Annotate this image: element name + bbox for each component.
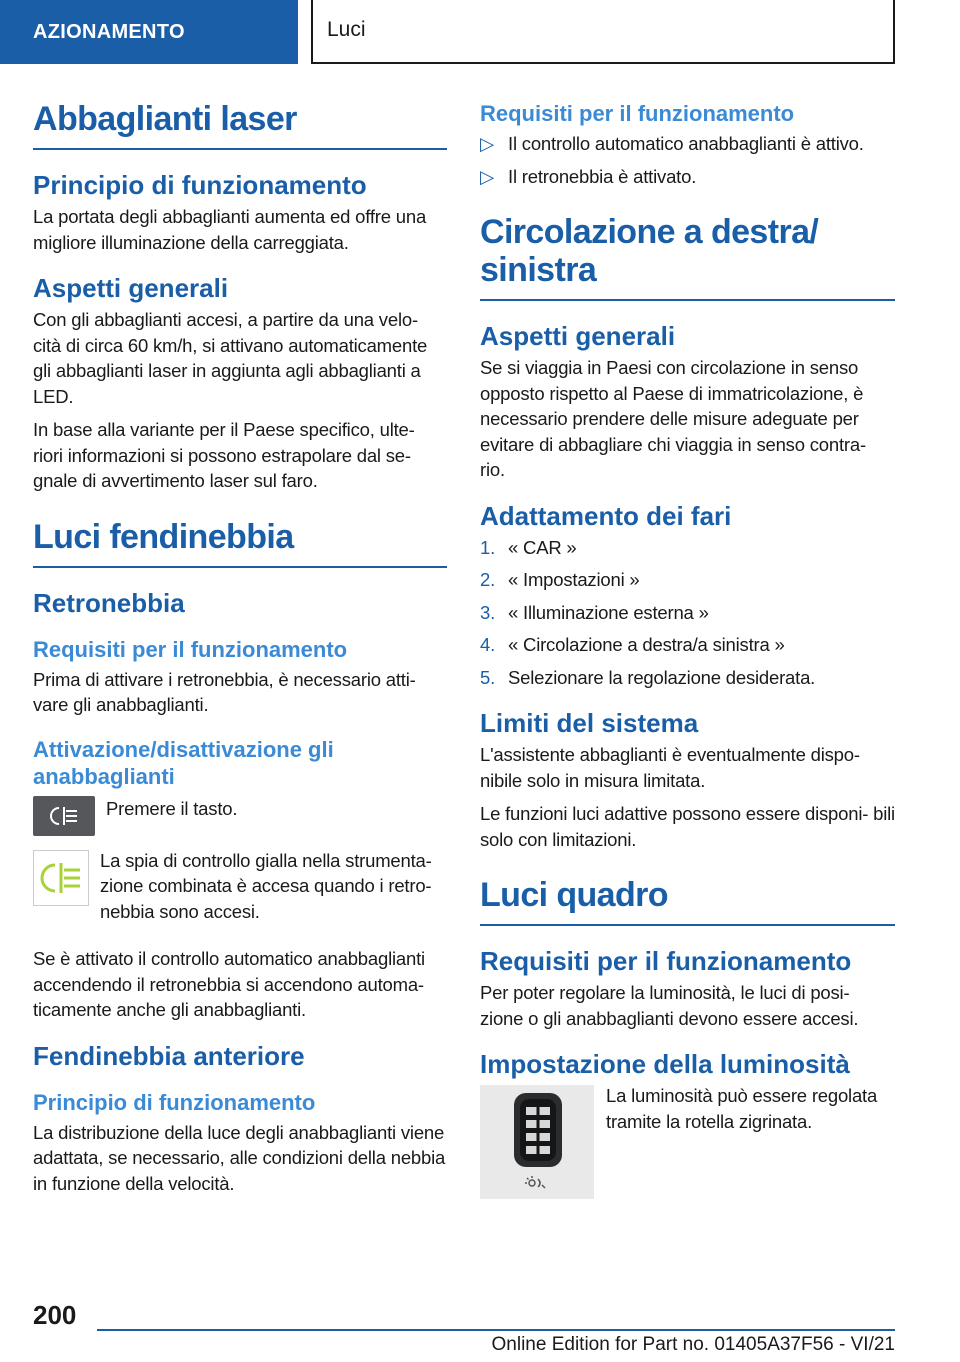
text-limiti-1: L'assistente abbaglianti è eventualmente dispo- nibile solo in misura limitata. xyxy=(480,744,860,791)
text-requisiti-left: Prima di attivare i retronebbia, è necessario atti- vare gli anabbaglianti. xyxy=(33,668,416,715)
heading-anteriore: Fendinebbia anteriore xyxy=(33,1040,305,1071)
step-text: « Impostazioni » xyxy=(508,569,640,590)
requisiti-list xyxy=(480,131,895,189)
text-principio: La portata degli abbaglianti aumenta ed offre una migliore illuminazione della carreggiata. xyxy=(33,206,427,253)
heading-principio: Principio di funzionamento xyxy=(33,170,367,200)
bullet-triangle-icon: ▷ xyxy=(480,165,495,187)
heading-quadro: Luci quadro xyxy=(480,876,895,926)
text-distribuzione: La distribuzione della luce degli anabbaglianti viene adattata, se necessario, alle condizioni della nebbia in funzione della velocità. xyxy=(33,1121,446,1194)
heading-requisiti-quadro: Requisiti per il funzionamento xyxy=(480,946,852,976)
text-aspetti-1: Con gli abbaglianti accesi, a partire da una velo- cità di circa 60 km/h, si attivano automaticamente gli abbaglianti laser in aggiunta agli abbaglianti a LED. xyxy=(33,309,428,407)
text-luminosita: La luminosità può essere regolata tramite la rotella zigrinata. xyxy=(606,1085,878,1132)
heading-circolazione: Circolazione a destra/ sinistra xyxy=(480,213,895,301)
step-text: Selezionare la regolazione desiderata. xyxy=(508,666,816,688)
text-limiti-2: Le funzioni luci adattive possono essere disponi- bili solo con limitazioni. xyxy=(480,803,895,850)
list-item xyxy=(480,131,895,157)
heading-requisiti-right: Requisiti per il funzionamento xyxy=(480,101,795,126)
text-aspetti-right: Se si viaggia in Paesi con circolazione in senso opposto rispetto al Paese di immatricolazione, è necessario prendere delle misure adeguate per evitare di abbagliare chi viaggia in senso contra- rio. xyxy=(480,357,866,480)
button-row xyxy=(33,796,447,836)
rear-fog-indicator-icon xyxy=(33,850,89,906)
list-item xyxy=(480,535,895,561)
page-number: 200 xyxy=(33,1300,77,1330)
list-item xyxy=(480,600,895,626)
heading-retronebbia: Retronebbia xyxy=(33,587,185,618)
step-number: 3. xyxy=(480,601,496,623)
step-text: « Circolazione a destra/a sinistra » xyxy=(508,634,785,655)
dimmer-row xyxy=(480,1085,895,1199)
heading-aspetti-right: Aspetti generali xyxy=(480,321,676,351)
right-column xyxy=(480,100,895,1213)
heading-attivazione: Attivazione/disattivazione gli anabbaglianti xyxy=(33,736,334,789)
text-aspetti-2: In base alla variante per il Paese specifico, ulte- riori informazioni si possono estrapolare dal se- gnale di avvertimento laser sul faro. xyxy=(33,419,415,491)
step-text: « CAR » xyxy=(508,536,577,558)
heading-aspetti: Aspetti generali xyxy=(33,273,229,303)
list-item xyxy=(480,632,895,658)
text-spia: La spia di controllo gialla nella strumenta- zione combinata è accesa quando i retro- nebbia sono accesi. xyxy=(100,849,432,922)
step-number: 4. xyxy=(480,634,496,655)
heading-laser: Abbaglianti laser xyxy=(33,100,447,150)
list-item xyxy=(480,567,895,593)
step-text: « Illuminazione esterna » xyxy=(508,601,709,623)
list-item-text: Il retronebbia è attivato. xyxy=(508,165,697,187)
left-column xyxy=(33,100,447,1204)
text-requisiti-quadro: Per poter regolare la luminosità, le luci di posi- zione o gli anabbaglianti devono essere accesi. xyxy=(480,982,859,1029)
rear-fog-button-icon xyxy=(33,796,95,836)
section-tab: AZIONAMENTO xyxy=(0,0,298,64)
heading-principio-anteriore: Principio di funzionamento xyxy=(33,1089,316,1115)
footer-divider xyxy=(97,1329,895,1331)
steps-list xyxy=(480,535,895,691)
step-number: 1. xyxy=(480,536,496,558)
heading-fendinebbia: Luci fendinebbia xyxy=(33,518,447,568)
dimmer-wheel-icon xyxy=(480,1085,594,1199)
list-item xyxy=(480,164,895,190)
list-item-text: Il controllo automatico anabbaglianti è attivo. xyxy=(508,133,864,154)
heading-requisiti-left: Requisiti per il funzionamento xyxy=(33,636,348,662)
list-item xyxy=(480,665,895,691)
text-premere: Premere il tasto. xyxy=(106,797,238,819)
heading-impostazione: Impostazione della luminosità xyxy=(480,1049,850,1079)
text-se-attivato: Se è attivato il controllo automatico anabbaglianti accendendo il retronebbia si accendono automa- ticamente anche gli anabbaglianti. xyxy=(33,948,425,1020)
lamp-row xyxy=(33,850,447,933)
heading-limiti: Limiti del sistema xyxy=(480,708,699,738)
heading-adattamento: Adattamento dei fari xyxy=(480,500,732,531)
edition-note: Online Edition for Part no. 01405A37F56 - VI/21 xyxy=(491,1334,895,1355)
chapter-title: Luci xyxy=(311,0,895,64)
bullet-triangle-icon: ▷ xyxy=(480,133,495,154)
step-number: 2. xyxy=(480,569,496,590)
step-number: 5. xyxy=(480,666,496,688)
